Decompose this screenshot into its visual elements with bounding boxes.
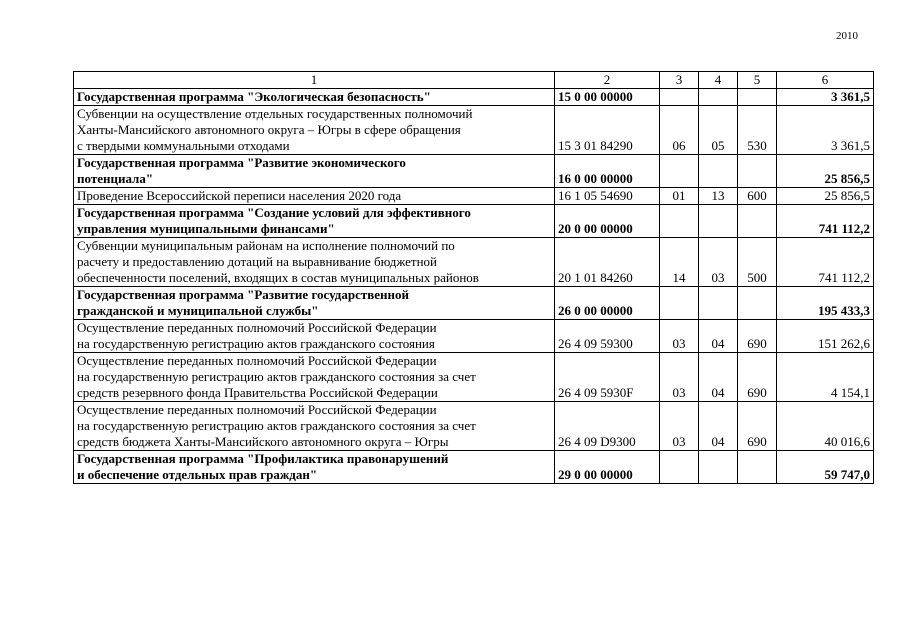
header-col-2: 2: [555, 72, 660, 89]
row-amount-cell: 40 016,6: [777, 402, 874, 451]
table-row: [74, 320, 874, 353]
row-subsection-cell: [699, 287, 738, 320]
row-type-cell: [738, 451, 777, 484]
row-amount-cell: 3 361,5: [777, 106, 874, 155]
row-type-cell: [738, 205, 777, 238]
program-row: [74, 451, 874, 484]
row-name-cell: Государственная программа "Экологическая безопасность": [74, 89, 555, 106]
row-type-cell: [738, 89, 777, 106]
row-code-cell: 26 0 00 00000: [555, 287, 660, 320]
row-name-cell: Субвенции на осуществление отдельных государственных полномочий Ханты-Мансийского автономного округа – Югры в сфере обращения с твердыми коммунальными отходами: [74, 106, 555, 155]
program-row: [74, 155, 874, 188]
row-subsection-cell: 13: [699, 188, 738, 205]
row-type-cell: 690: [738, 402, 777, 451]
row-name-cell: Государственная программа "Профилактика правонарушений и обеспечение отдельных прав граждан": [74, 451, 555, 484]
row-name-cell: Проведение Всероссийской переписи населения 2020 года: [74, 188, 555, 205]
row-amount-cell: 4 154,1: [777, 353, 874, 402]
row-name-cell: Государственная программа "Развитие государственной гражданской и муниципальной службы": [74, 287, 555, 320]
table-header-row: [74, 72, 874, 89]
row-type-cell: 690: [738, 320, 777, 353]
row-section-cell: [660, 451, 699, 484]
program-row: [74, 89, 874, 106]
row-type-cell: 530: [738, 106, 777, 155]
row-code-cell: 16 0 00 00000: [555, 155, 660, 188]
row-subsection-cell: 04: [699, 320, 738, 353]
row-subsection-cell: 03: [699, 238, 738, 287]
row-code-cell: 26 4 09 5930F: [555, 353, 660, 402]
row-amount-cell: 741 112,2: [777, 205, 874, 238]
row-code-cell: 26 4 09 59300: [555, 320, 660, 353]
header-col-6: 6: [777, 72, 874, 89]
row-subsection-cell: [699, 155, 738, 188]
row-subsection-cell: 05: [699, 106, 738, 155]
header-col-3: 3: [660, 72, 699, 89]
table-row: [74, 402, 874, 451]
row-type-cell: 600: [738, 188, 777, 205]
row-amount-cell: 25 856,5: [777, 188, 874, 205]
row-amount-cell: 741 112,2: [777, 238, 874, 287]
row-amount-cell: 195 433,3: [777, 287, 874, 320]
row-code-cell: 20 0 00 00000: [555, 205, 660, 238]
header-col-5: 5: [738, 72, 777, 89]
row-section-cell: 14: [660, 238, 699, 287]
program-row: [74, 205, 874, 238]
row-subsection-cell: [699, 89, 738, 106]
row-section-cell: [660, 155, 699, 188]
row-name-cell: Осуществление переданных полномочий Российской Федерации на государственную регистрацию актов гражданского состояния: [74, 320, 555, 353]
header-col-4: 4: [699, 72, 738, 89]
program-row: [74, 287, 874, 320]
row-code-cell: 26 4 09 D9300: [555, 402, 660, 451]
row-name-cell: Государственная программа "Создание условий для эффективного управления муниципальными финансами": [74, 205, 555, 238]
row-section-cell: 03: [660, 353, 699, 402]
row-amount-cell: 59 747,0: [777, 451, 874, 484]
row-section-cell: [660, 205, 699, 238]
budget-table: [73, 71, 874, 484]
row-subsection-cell: 04: [699, 353, 738, 402]
table-row: [74, 238, 874, 287]
header-col-1: 1: [74, 72, 555, 89]
row-section-cell: 06: [660, 106, 699, 155]
row-type-cell: [738, 287, 777, 320]
page-number: 2010: [836, 30, 858, 42]
row-amount-cell: 25 856,5: [777, 155, 874, 188]
row-subsection-cell: [699, 205, 738, 238]
row-code-cell: 29 0 00 00000: [555, 451, 660, 484]
row-name-cell: Осуществление переданных полномочий Российской Федерации на государственную регистрацию актов гражданского состояния за счет средств резервного фонда Правительства Российской Федерации: [74, 353, 555, 402]
row-section-cell: [660, 89, 699, 106]
row-code-cell: 20 1 01 84260: [555, 238, 660, 287]
table-row: [74, 188, 874, 205]
row-type-cell: 500: [738, 238, 777, 287]
row-subsection-cell: 04: [699, 402, 738, 451]
row-type-cell: 690: [738, 353, 777, 402]
row-name-cell: Субвенции муниципальным районам на исполнение полномочий по расчету и предоставлению дотаций на выравнивание бюджетной обеспеченности поселений, входящих в состав муниципальных районов: [74, 238, 555, 287]
row-section-cell: 03: [660, 320, 699, 353]
row-code-cell: 16 1 05 54690: [555, 188, 660, 205]
table-row: [74, 353, 874, 402]
row-name-cell: Государственная программа "Развитие экономического потенциала": [74, 155, 555, 188]
row-type-cell: [738, 155, 777, 188]
table-row: [74, 106, 874, 155]
row-amount-cell: 3 361,5: [777, 89, 874, 106]
row-name-cell: Осуществление переданных полномочий Российской Федерации на государственную регистрацию актов гражданского состояния за счет средств бюджета Ханты-Мансийского автономного округа – Югры: [74, 402, 555, 451]
row-code-cell: 15 0 00 00000: [555, 89, 660, 106]
row-code-cell: 15 3 01 84290: [555, 106, 660, 155]
row-section-cell: [660, 287, 699, 320]
row-section-cell: 01: [660, 188, 699, 205]
row-subsection-cell: [699, 451, 738, 484]
row-amount-cell: 151 262,6: [777, 320, 874, 353]
row-section-cell: 03: [660, 402, 699, 451]
